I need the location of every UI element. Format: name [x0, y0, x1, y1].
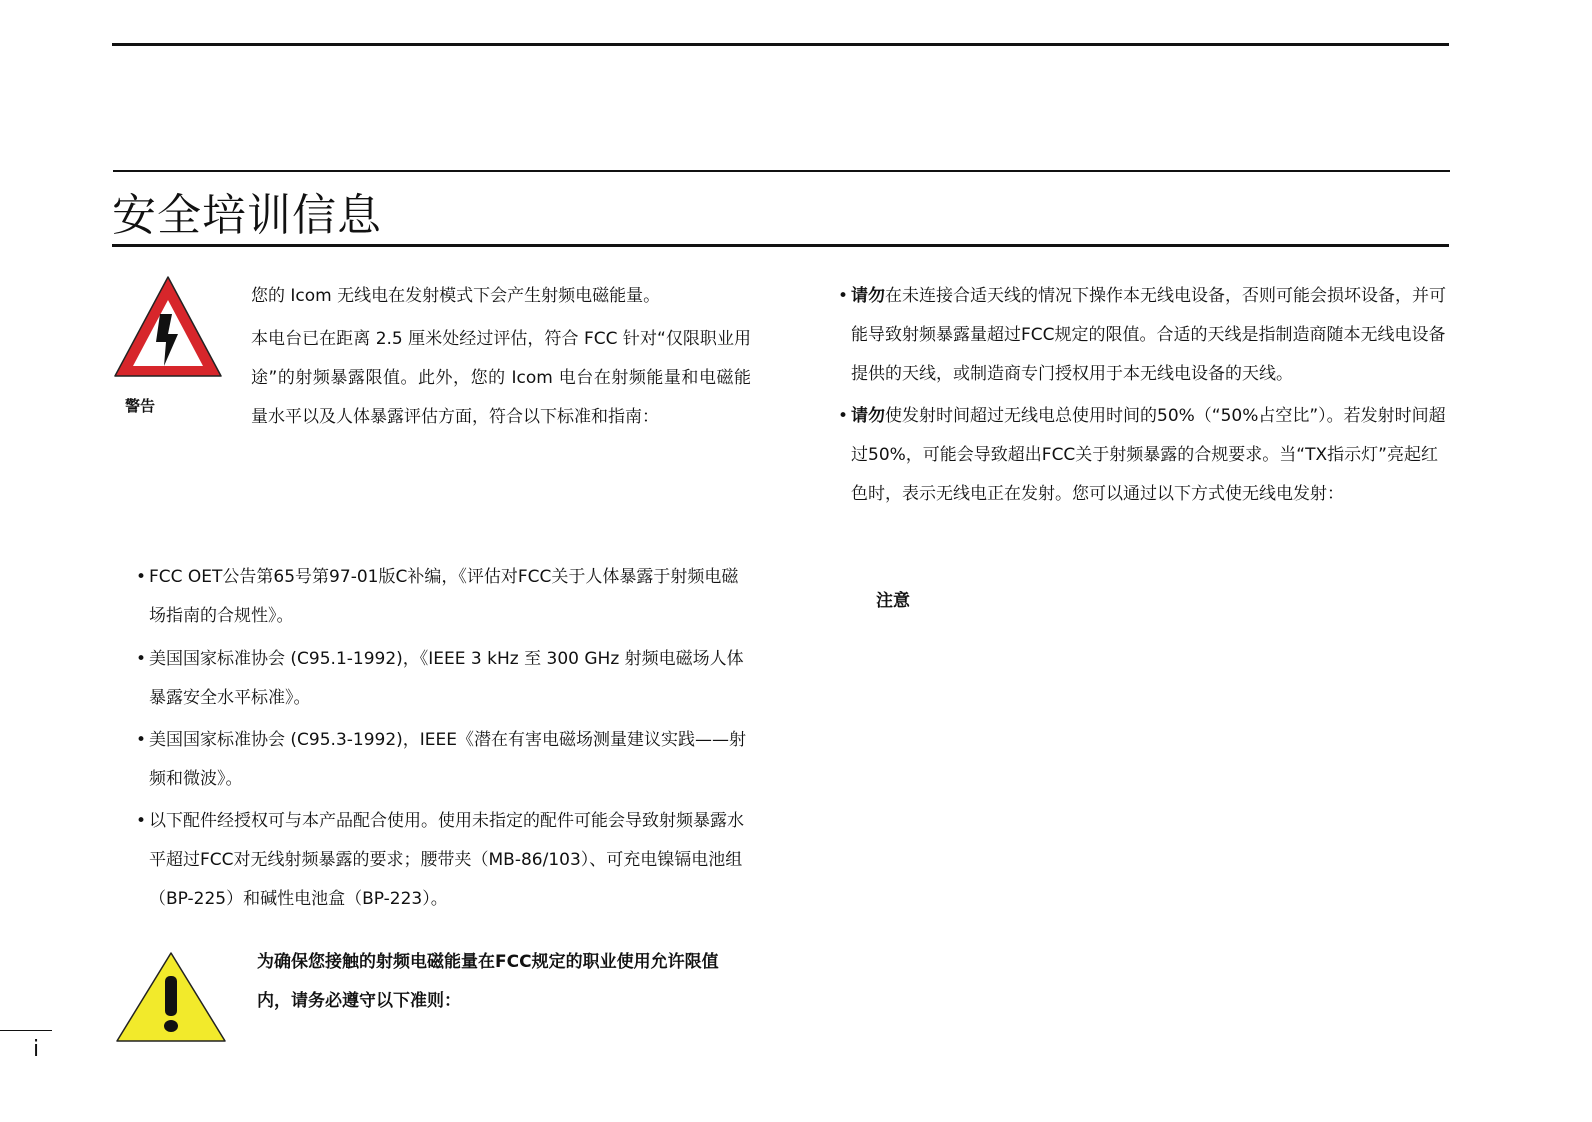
caution-text: 为确保您接触的射频电磁能量在FCC规定的职业使用允许限值内，请务必遵守以下准则：: [257, 952, 719, 1011]
high-voltage-warning-icon: [112, 274, 224, 380]
title-top-rule: [113, 170, 1450, 172]
warning-paragraph-1: 您的 Icom 无线电在发射模式下会产生射频电磁能量。: [251, 286, 661, 306]
list-item-text: 美国国家标准协会 (C95.1-1992)，《IEEE 3 kHz 至 300 GHz 射频电磁场人体暴露安全水平标准》。: [149, 649, 744, 708]
list-item-text: 美国国家标准协会 (C95.3-1992)，IEEE《潜在有害电磁场测量建议实践——射频和微波》。: [149, 730, 747, 789]
exclamation-caution-icon: [114, 950, 228, 1044]
list-item: • 请勿使发射时间超过无线电总使用时间的50%（“50%占空比”）。若发射时间超过50%，可能会导致超出FCC关于射频暴露的合规要求。当“TX指示灯”亮起红色时，表示无线电正在发射。您可以通过以下方式使无线电发射：: [838, 406, 1446, 504]
list-item-text: FCC OET公告第65号第97-01版C补编，《评估对FCC关于人体暴露于射频电磁场指南的合规性》。: [149, 567, 739, 626]
warning-paragraph-2: 本电台已在距离 2.5 厘米处经过评估，符合 FCC 针对“仅限职业用途”的射频暴露限值。此外，您的 Icom 电台在射频能量和电磁能量水平以及人体暴露评估方面，符合以下标准和指南：: [251, 329, 751, 427]
page-title: 安全培训信息: [112, 190, 382, 241]
title-bottom-rule: [112, 244, 1449, 247]
list-item: • 以下配件经授权可与本产品配合使用。使用未指定的配件可能会导致射频暴露水平超过FCC对无线射频暴露的要求；腰带夹（MB-86/103）、可充电镍镉电池组（BP-225）和碱性电池盒（BP-223）。: [136, 811, 744, 909]
item-text: 在未连接合适天线的情况下操作本无线电设备，否则可能会损坏设备，并可能导致射频暴露量超过FCC规定的限值。合适的天线是指制造商随本无线电设备提供的天线，或制造商专门授权用于本无线电设备的天线。: [851, 286, 1446, 384]
footer-rule: [0, 1030, 52, 1031]
list-item-text: 以下配件经授权可与本产品配合使用。使用未指定的配件可能会导致射频暴露水平超过FCC对无线射频暴露的要求；腰带夹（MB-86/103）、可充电镍镉电池组（BP-225）和碱性电池盒（BP-223）。: [149, 811, 744, 909]
item-emphasis: 请勿: [851, 286, 885, 306]
list-item: • FCC OET公告第65号第97-01版C补编，《评估对FCC关于人体暴露于射频电磁场指南的合规性》。: [136, 567, 739, 626]
top-rule: [112, 43, 1449, 46]
list-item: • 请勿在未连接合适天线的情况下操作本无线电设备，否则可能会损坏设备，并可能导致射频暴露量超过FCC规定的限值。合适的天线是指制造商随本无线电设备提供的天线，或制造商专门授权用于本无线电设备的天线。: [838, 286, 1446, 384]
warning-caption: 警告: [125, 397, 156, 415]
list-item: • 美国国家标准协会 (C95.1-1992)，《IEEE 3 kHz 至 300 GHz 射频电磁场人体暴露安全水平标准》。: [136, 649, 744, 708]
note-label: 注意: [876, 591, 910, 611]
list-item: • 美国国家标准协会 (C95.3-1992)，IEEE《潜在有害电磁场测量建议实践——射频和微波》。: [136, 730, 747, 789]
item-text: 使发射时间超过无线电总使用时间的50%（“50%占空比”）。若发射时间超过50%，可能会导致超出FCC关于射频暴露的合规要求。当“TX指示灯”亮起红色时，表示无线电正在发射。您可以通过以下方式使无线电发射：: [851, 406, 1446, 504]
item-emphasis: 请勿: [851, 406, 885, 426]
page-number: i: [33, 1037, 40, 1062]
